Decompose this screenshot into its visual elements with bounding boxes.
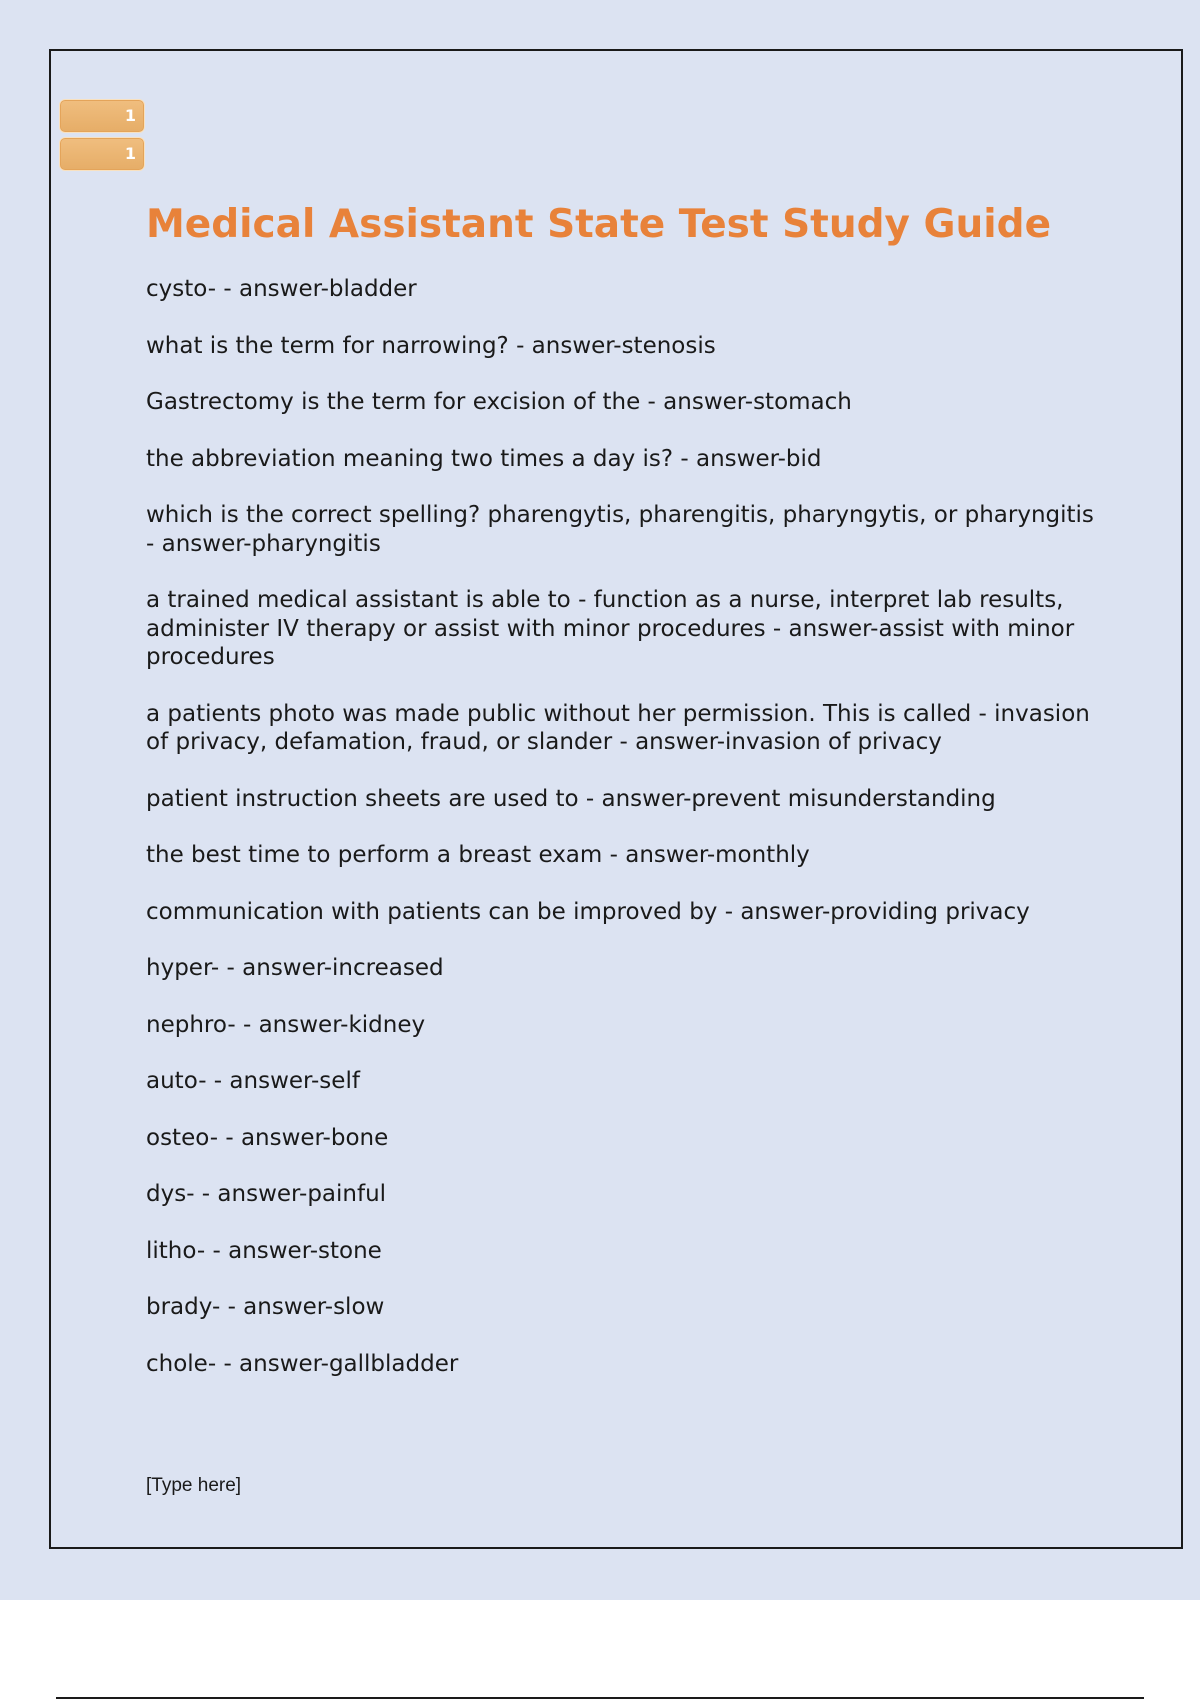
- page-number-badge: 1: [59, 99, 145, 133]
- document-title: Medical Assistant State Test Study Guide: [146, 202, 1052, 247]
- qa-item: nephro- - answer-kidney: [146, 1011, 426, 1038]
- page-number-badges: [59, 99, 145, 175]
- qa-item: auto- - answer-self: [146, 1068, 360, 1094]
- qa-item: dys- - answer-painful: [146, 1181, 387, 1207]
- qa-item: chole- - answer-gallbladder: [146, 1350, 459, 1377]
- footer-placeholder[interactable]: [Type here]: [146, 1475, 242, 1496]
- qa-item: Gastrectomy is the term for excision of the - answer-stomach: [146, 389, 852, 415]
- qa-item: the abbreviation meaning two times a day is? - answer-bid: [146, 445, 822, 472]
- qa-item: hyper- - answer-increased: [146, 955, 444, 981]
- qa-item: a patients photo was made public without her permission. This is called - invasion of privacy, defamation, fraud, or slander - answer-invasion of privacy: [146, 700, 1090, 755]
- qa-item: brady- - answer-slow: [146, 1294, 385, 1320]
- qa-item: osteo- - answer-bone: [146, 1124, 389, 1151]
- question-answer-list: [146, 275, 1096, 1406]
- page-divider: [56, 1697, 1144, 1699]
- qa-item: patient instruction sheets are used to - answer-prevent misunderstanding: [146, 785, 996, 812]
- qa-item: cysto- - answer-bladder: [146, 276, 417, 302]
- qa-item: the best time to perform a breast exam - answer-monthly: [146, 842, 810, 868]
- page-number-badge: 1: [59, 137, 145, 171]
- qa-item: litho- - answer-stone: [146, 1237, 382, 1264]
- qa-item: which is the correct spelling? pharengytis, pharengitis, pharyngytis, or pharyngitis - answer-pharyngitis: [146, 502, 1094, 557]
- qa-item: what is the term for narrowing? - answer-stenosis: [146, 332, 716, 359]
- qa-item: a trained medical assistant is able to - function as a nurse, interpret lab results, administer IV therapy or assist with minor procedures - answer-assist with minor procedures: [146, 587, 1075, 670]
- qa-item: communication with patients can be improved by - answer-providing privacy: [146, 898, 1030, 925]
